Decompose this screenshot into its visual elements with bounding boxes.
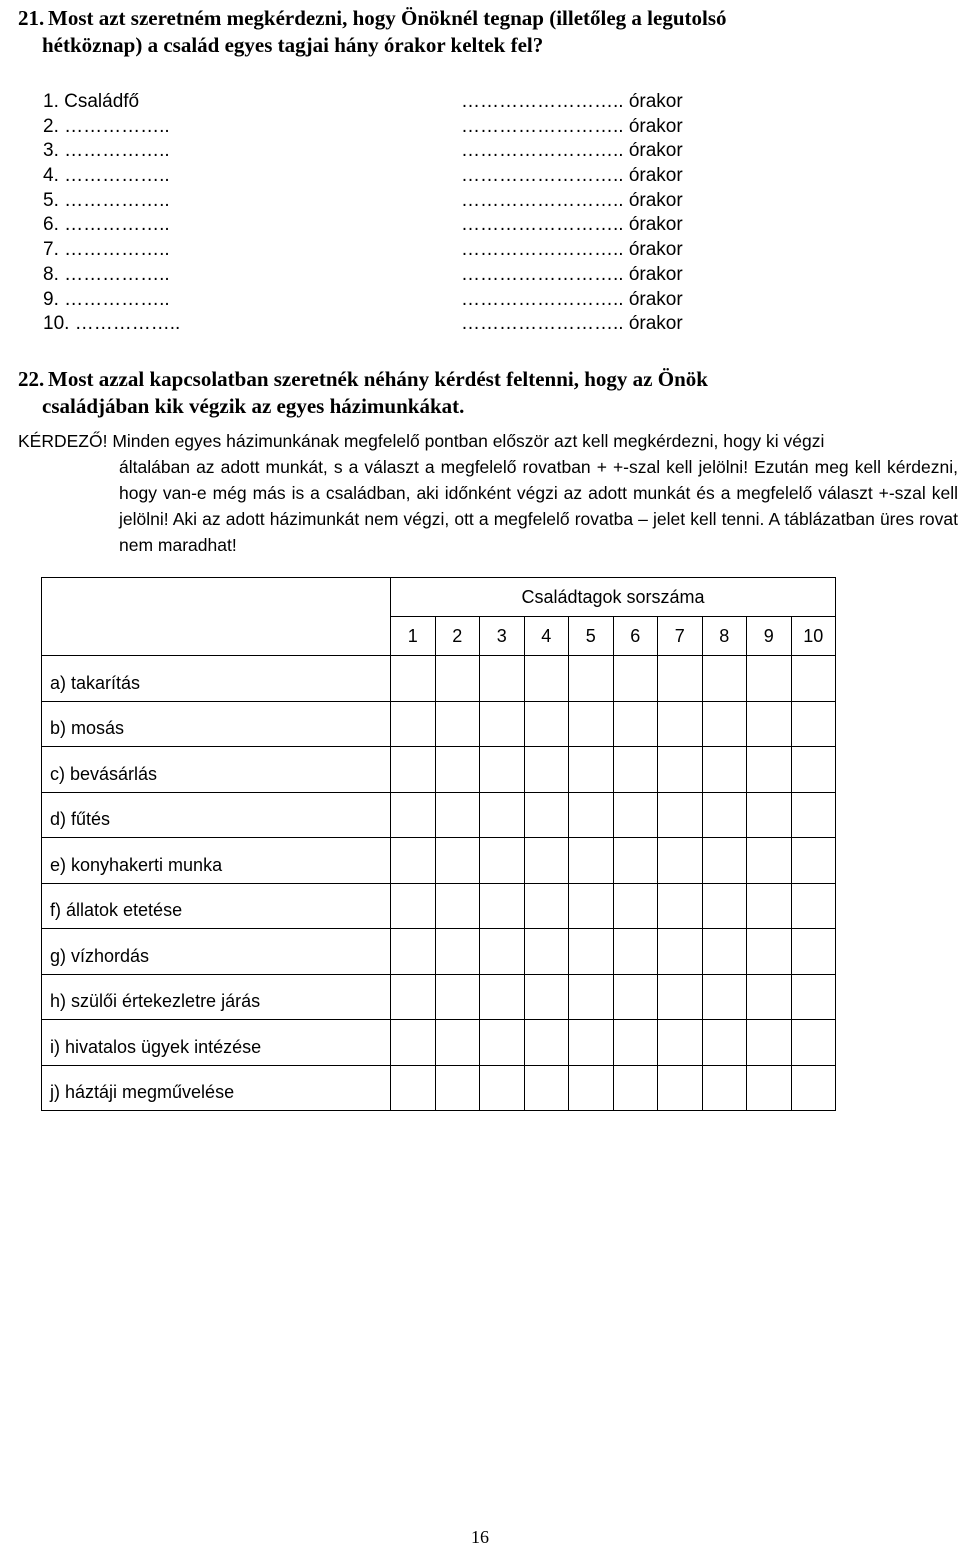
column-number: 10 [791,617,836,656]
answer-cell[interactable] [613,747,658,793]
answer-row [0,189,960,214]
answer-row [0,288,960,313]
answer-cell[interactable] [747,1020,792,1066]
answer-row [0,115,960,140]
answer-cell[interactable] [658,1020,703,1066]
family-member-field[interactable]: 1. Családfő [43,91,140,112]
answer-cell[interactable] [569,747,614,793]
answer-cell[interactable] [524,883,569,929]
answer-cell[interactable] [747,883,792,929]
table-row [42,929,836,975]
answer-cell[interactable] [658,974,703,1020]
answer-cell[interactable] [524,792,569,838]
housework-label: h) szülői értekezletre járás [42,974,391,1020]
housework-label: b) mosás [42,701,391,747]
answer-cell[interactable] [702,656,747,702]
answer-cell[interactable] [435,792,480,838]
question-text-line1: Most azzal kapcsolatban szeretnék néhány kérdést feltenni, hogy az Önök [48,367,708,391]
answer-cell[interactable] [658,747,703,793]
answer-row [0,164,960,189]
answer-row [0,312,960,337]
family-member-field[interactable]: 4. …………….. [43,165,170,187]
column-number: 8 [702,617,747,656]
answer-cell[interactable] [658,1065,703,1111]
answer-cell[interactable] [702,747,747,793]
answer-cell[interactable] [747,747,792,793]
answer-cell[interactable] [791,883,836,929]
housework-table [41,577,836,1111]
answer-cell[interactable] [702,1065,747,1111]
answer-cell[interactable] [569,656,614,702]
answer-cell[interactable] [613,656,658,702]
answer-cell[interactable] [791,701,836,747]
answer-cell[interactable] [391,838,436,884]
column-number: 9 [747,617,792,656]
answer-row [0,263,960,288]
answer-cell[interactable] [435,1065,480,1111]
answer-cell[interactable] [569,883,614,929]
column-number: 7 [658,617,703,656]
answer-cell[interactable] [702,701,747,747]
answer-cell[interactable] [435,929,480,975]
answer-cell[interactable] [569,1020,614,1066]
answer-cell[interactable] [435,701,480,747]
answer-cell[interactable] [747,656,792,702]
answer-cell[interactable] [747,1065,792,1111]
column-number: 4 [524,617,569,656]
answer-cell[interactable] [435,974,480,1020]
wake-time-field[interactable]: …………………….. órakor [461,165,683,187]
housework-label: c) bevásárlás [42,747,391,793]
family-member-field[interactable]: 6. …………….. [43,214,170,236]
answer-cell[interactable] [658,838,703,884]
wake-time-field[interactable]: …………………….. órakor [461,115,683,137]
answer-cell[interactable] [702,838,747,884]
answer-cell[interactable] [791,792,836,838]
answer-cell[interactable] [524,701,569,747]
answer-cell[interactable] [791,838,836,884]
answer-cell[interactable] [569,1065,614,1111]
answer-cell[interactable] [391,929,436,975]
answer-cell[interactable] [524,1065,569,1111]
answer-cell[interactable] [391,701,436,747]
table-row [42,792,836,838]
wake-time-field[interactable]: …………………….. órakor [461,214,683,236]
answer-cell[interactable] [524,838,569,884]
answer-cell[interactable] [747,701,792,747]
answer-cell[interactable] [480,974,525,1020]
answer-cell[interactable] [569,974,614,1020]
answer-cell[interactable] [391,747,436,793]
answer-cell[interactable] [702,929,747,975]
question-number: 21. [18,6,45,30]
wake-time-field[interactable]: …………………….. órakor [461,189,683,211]
instruction-continuation: általában az adott munkát, s a választ a megfelelő rovatban + +-szal kell jelölni! Ezután meg kell kérdezni, hogy van-e még más is a családban, aki időnként végzi az adott munkát és a megfelelő választ +-szal kell jelölni! Aki az adott házimunkát nem végzi, ott a megfelelő rovatba – jelet kell tenni. A táblázatban üres rovat nem maradhat! [119,457,958,555]
answer-cell[interactable] [747,792,792,838]
answer-cell[interactable] [658,792,703,838]
answer-cell[interactable] [613,974,658,1020]
family-member-field[interactable]: 3. …………….. [43,140,170,162]
question-22-title [18,366,938,420]
wake-time-answer-list [0,90,960,337]
answer-cell[interactable] [480,838,525,884]
answer-cell[interactable] [747,974,792,1020]
column-number: 3 [480,617,525,656]
wake-time-field[interactable]: …………………….. órakor [461,263,683,285]
answer-cell[interactable] [791,929,836,975]
table-row [42,974,836,1020]
table-corner-cell [42,578,391,656]
answer-cell[interactable] [747,929,792,975]
question-text-line2: hétköznap) a család egyes tagjai hány órakor keltek fel? [42,33,544,57]
answer-cell[interactable] [435,1020,480,1066]
answer-cell[interactable] [524,929,569,975]
wake-time-field[interactable]: …………………….. órakor [461,288,683,310]
answer-cell[interactable] [480,701,525,747]
answer-cell[interactable] [613,701,658,747]
answer-cell[interactable] [613,1020,658,1066]
column-number: 2 [435,617,480,656]
answer-cell[interactable] [391,1065,436,1111]
answer-cell[interactable] [658,656,703,702]
answer-cell[interactable] [658,929,703,975]
column-number: 5 [569,617,614,656]
table-row [42,883,836,929]
answer-cell[interactable] [569,838,614,884]
answer-cell[interactable] [569,929,614,975]
answer-cell[interactable] [524,974,569,1020]
wake-time-field[interactable]: …………………….. órakor [461,91,683,112]
answer-cell[interactable] [480,1020,525,1066]
answer-cell[interactable] [613,792,658,838]
answer-cell[interactable] [480,1065,525,1111]
question-text-line1: Most azt szeretném megkérdezni, hogy Önöknél tegnap (illetőleg a legutolsó [48,6,727,30]
answer-cell[interactable] [791,974,836,1020]
answer-cell[interactable] [435,656,480,702]
answer-cell[interactable] [435,838,480,884]
answer-cell[interactable] [391,1020,436,1066]
wake-time-field[interactable]: …………………….. órakor [461,140,683,162]
table-row [42,838,836,884]
answer-cell[interactable] [613,929,658,975]
answer-cell[interactable] [569,792,614,838]
housework-label: i) hivatalos ügyek intézése [42,1020,391,1066]
housework-label: a) takarítás [42,656,391,702]
answer-cell[interactable] [747,838,792,884]
housework-label: d) fűtés [42,792,391,838]
answer-cell[interactable] [791,747,836,793]
answer-row [0,90,960,115]
answer-cell[interactable] [613,1065,658,1111]
family-member-field[interactable]: 7. …………….. [43,239,170,261]
answer-cell[interactable] [480,747,525,793]
table-row [42,1065,836,1111]
answer-cell[interactable] [702,974,747,1020]
answer-cell[interactable] [391,792,436,838]
family-member-field[interactable]: 9. …………….. [43,288,170,310]
answer-cell[interactable] [791,656,836,702]
question-number: 22. [18,367,45,391]
answer-cell[interactable] [480,656,525,702]
answer-cell[interactable] [391,974,436,1020]
answer-row [0,238,960,263]
family-member-field[interactable]: 10. …………….. [43,313,181,335]
answer-cell[interactable] [524,747,569,793]
answer-cell[interactable] [613,883,658,929]
instruction-first-line: KÉRDEZŐ! Minden egyes házimunkának megfelelő pontban először azt kell megkérdezni, hogy ki végzi [18,431,825,451]
question-21-title [18,5,938,59]
table-row [42,747,836,793]
table-row [42,656,836,702]
table-header-row [42,578,836,617]
housework-label: g) vízhordás [42,929,391,975]
answer-cell[interactable] [791,1020,836,1066]
answer-cell[interactable] [569,701,614,747]
table-header-title: Családtagok sorszáma [391,578,836,617]
wake-time-field[interactable]: …………………….. órakor [461,239,683,261]
answer-cell[interactable] [391,656,436,702]
answer-cell[interactable] [524,656,569,702]
column-number: 1 [391,617,436,656]
housework-label: j) háztáji megművelése [42,1065,391,1111]
answer-cell[interactable] [524,1020,569,1066]
family-member-field[interactable]: 8. …………….. [43,263,170,285]
wake-time-field[interactable]: …………………….. órakor [461,313,683,335]
answer-cell[interactable] [480,929,525,975]
family-member-field[interactable]: 5. …………….. [43,189,170,211]
answer-cell[interactable] [658,701,703,747]
answer-cell[interactable] [480,792,525,838]
answer-cell[interactable] [702,792,747,838]
interviewer-instruction [18,428,958,558]
page-number: 16 [471,1527,489,1547]
question-text-line2: családjában kik végzik az egyes házimunkákat. [42,394,465,418]
answer-cell[interactable] [391,883,436,929]
family-member-field[interactable]: 2. …………….. [43,115,170,137]
answer-cell[interactable] [658,883,703,929]
answer-row [0,139,960,164]
answer-row [0,213,960,238]
answer-cell[interactable] [702,1020,747,1066]
answer-cell[interactable] [702,883,747,929]
answer-cell[interactable] [435,747,480,793]
answer-cell[interactable] [435,883,480,929]
table-row [42,701,836,747]
table-row [42,1020,836,1066]
answer-cell[interactable] [791,1065,836,1111]
answer-cell[interactable] [480,883,525,929]
housework-label: f) állatok etetése [42,883,391,929]
column-number: 6 [613,617,658,656]
housework-label: e) konyhakerti munka [42,838,391,884]
answer-cell[interactable] [613,838,658,884]
